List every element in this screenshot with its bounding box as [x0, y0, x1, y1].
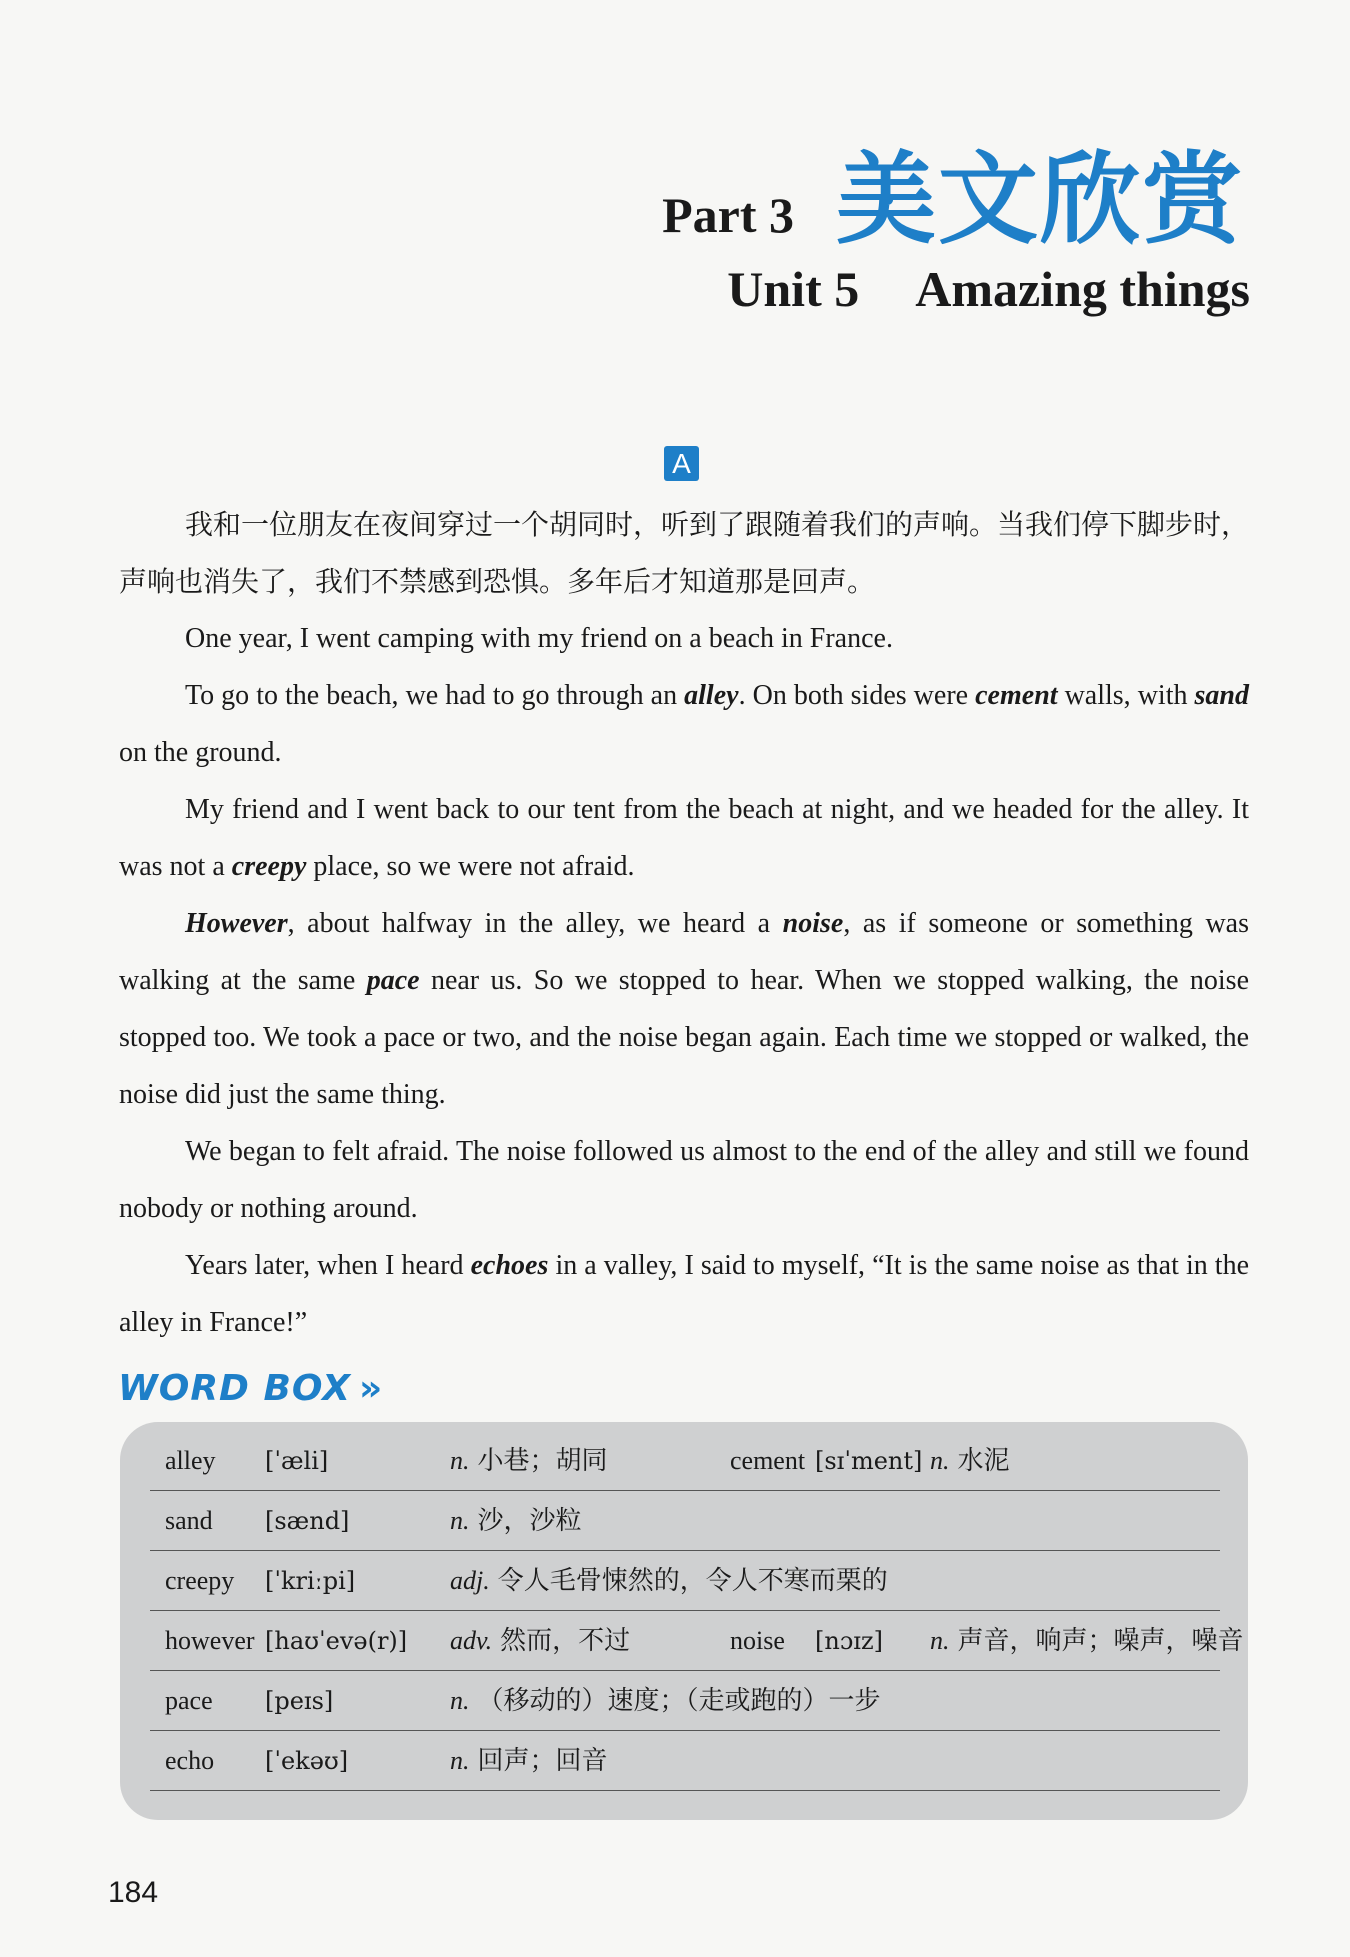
paragraph-4 [119, 895, 1249, 1123]
definition [450, 1566, 888, 1596]
paragraph-2 [119, 667, 1249, 781]
word: pace [165, 1686, 213, 1715]
meaning: 沙，沙粒 [477, 1506, 582, 1536]
meaning: 声音，响声；噪声，噪音 [957, 1626, 1244, 1656]
text: on the ground. [119, 737, 282, 768]
meaning: （移动的）速度；（走或跑的）一步 [477, 1686, 881, 1716]
page-number: 184 [108, 1876, 159, 1909]
unit-title: Amazing things [915, 261, 1250, 317]
definition [450, 1446, 608, 1476]
word-box [120, 1422, 1248, 1820]
meaning: 令人毛骨悚然的，令人不寒而栗的 [497, 1566, 888, 1596]
phonetic: [ˈæli] [265, 1447, 329, 1475]
word-box-title [118, 1368, 383, 1409]
definition [450, 1746, 608, 1776]
word: sand [165, 1506, 213, 1535]
unit-header [727, 261, 1250, 317]
keyword-pace: pace [366, 965, 420, 996]
word-row-creepy [150, 1552, 1220, 1611]
phonetic: [haʊˈevə(r)] [265, 1627, 408, 1655]
reading-passage [119, 496, 1249, 1351]
text: in a valley, I said to myself, “It is the same noise as that in the alley in France!” [119, 1250, 1250, 1338]
part-title: 美文欣赏 [836, 141, 1244, 258]
double-chevron-icon: » [358, 1368, 384, 1409]
word-row-pace [150, 1672, 1220, 1731]
definition [450, 1506, 582, 1536]
text: place, so we were not afraid. [306, 851, 635, 882]
meaning: 然而，不过 [500, 1626, 631, 1656]
chinese-summary: 我和一位朋友在夜间穿过一个胡同时，听到了跟随着我们的声响。当我们停下脚步时，声响也消失了，我们不禁感到恐惧。多年后才知道那是回声。 [119, 508, 1250, 598]
phonetic: [ˈekəʊ] [265, 1747, 349, 1775]
keyword-creepy: creepy [231, 851, 307, 882]
text: walls, with [1057, 680, 1195, 711]
word: creepy [165, 1566, 235, 1595]
text: Years later, when I heard [185, 1250, 471, 1281]
paragraph-3 [119, 781, 1249, 895]
section-badge: A [664, 446, 699, 481]
text: To go to the beach, we had to go through an [185, 680, 685, 711]
phonetic: [nɔɪz] [815, 1627, 883, 1655]
keyword-however: However [185, 908, 288, 939]
part-of-speech: adj. [450, 1566, 490, 1595]
part-of-speech: n. [450, 1506, 470, 1535]
meaning: 水泥 [957, 1446, 1010, 1476]
text: near us. So we stopped to hear. When we stopped walking, the noise stopped too. We took a pace or two, and the noise began again. Each time we stopped or walked, the noise did just the same thing. [119, 965, 1250, 1110]
keyword-alley: alley [684, 680, 739, 711]
definition [450, 1686, 881, 1716]
definition [450, 1626, 630, 1656]
word: cement [730, 1446, 806, 1475]
phonetic: [sænd] [265, 1507, 350, 1535]
part-of-speech: n. [450, 1746, 470, 1775]
part-of-speech: n. [450, 1686, 470, 1715]
text: My friend and I went back to our tent from the beach at night, and we headed for the alley. It was not a [119, 794, 1249, 882]
meaning: 回声；回音 [477, 1746, 608, 1776]
keyword-sand: sand [1194, 680, 1249, 711]
part-of-speech: n. [450, 1446, 470, 1475]
part-label: Part 3 [662, 187, 794, 243]
keyword-echoes: echoes [470, 1250, 549, 1281]
text: , as if someone or something was walking at the same [119, 908, 1249, 996]
word-row-echo [150, 1732, 1220, 1791]
definition [930, 1446, 1010, 1476]
meaning: 小巷；胡同 [477, 1446, 608, 1476]
word-box-label: WORD BOX [118, 1368, 351, 1409]
keyword-noise: noise [782, 908, 844, 939]
part-of-speech: n. [930, 1626, 950, 1655]
part-of-speech: n. [930, 1446, 950, 1475]
text: , about halfway in the alley, we heard a [287, 908, 783, 939]
phonetic: [ˈkriːpi] [265, 1567, 356, 1595]
part-of-speech: adv. [450, 1626, 493, 1655]
part-header [662, 141, 1244, 258]
word: however [165, 1626, 255, 1655]
text: . On both sides were [738, 680, 976, 711]
word: noise [730, 1626, 785, 1655]
word-row-however [150, 1612, 1244, 1671]
paragraph-6 [119, 1237, 1249, 1351]
paragraph-1: One year, I went camping with my friend on a beach in France. [185, 623, 893, 654]
word-row-sand [150, 1492, 1220, 1551]
phonetic: [sɪˈment] [815, 1447, 923, 1475]
word: echo [165, 1746, 215, 1775]
phonetic: [peɪs] [265, 1687, 334, 1715]
paragraph-5: We began to felt afraid. The noise followed us almost to the end of the alley and still we found nobody or nothing around. [119, 1136, 1249, 1224]
word: alley [165, 1446, 216, 1475]
word-row-alley [150, 1432, 1220, 1491]
keyword-cement: cement [975, 680, 1058, 711]
definition [930, 1626, 1244, 1656]
unit-label: Unit 5 [727, 261, 860, 317]
